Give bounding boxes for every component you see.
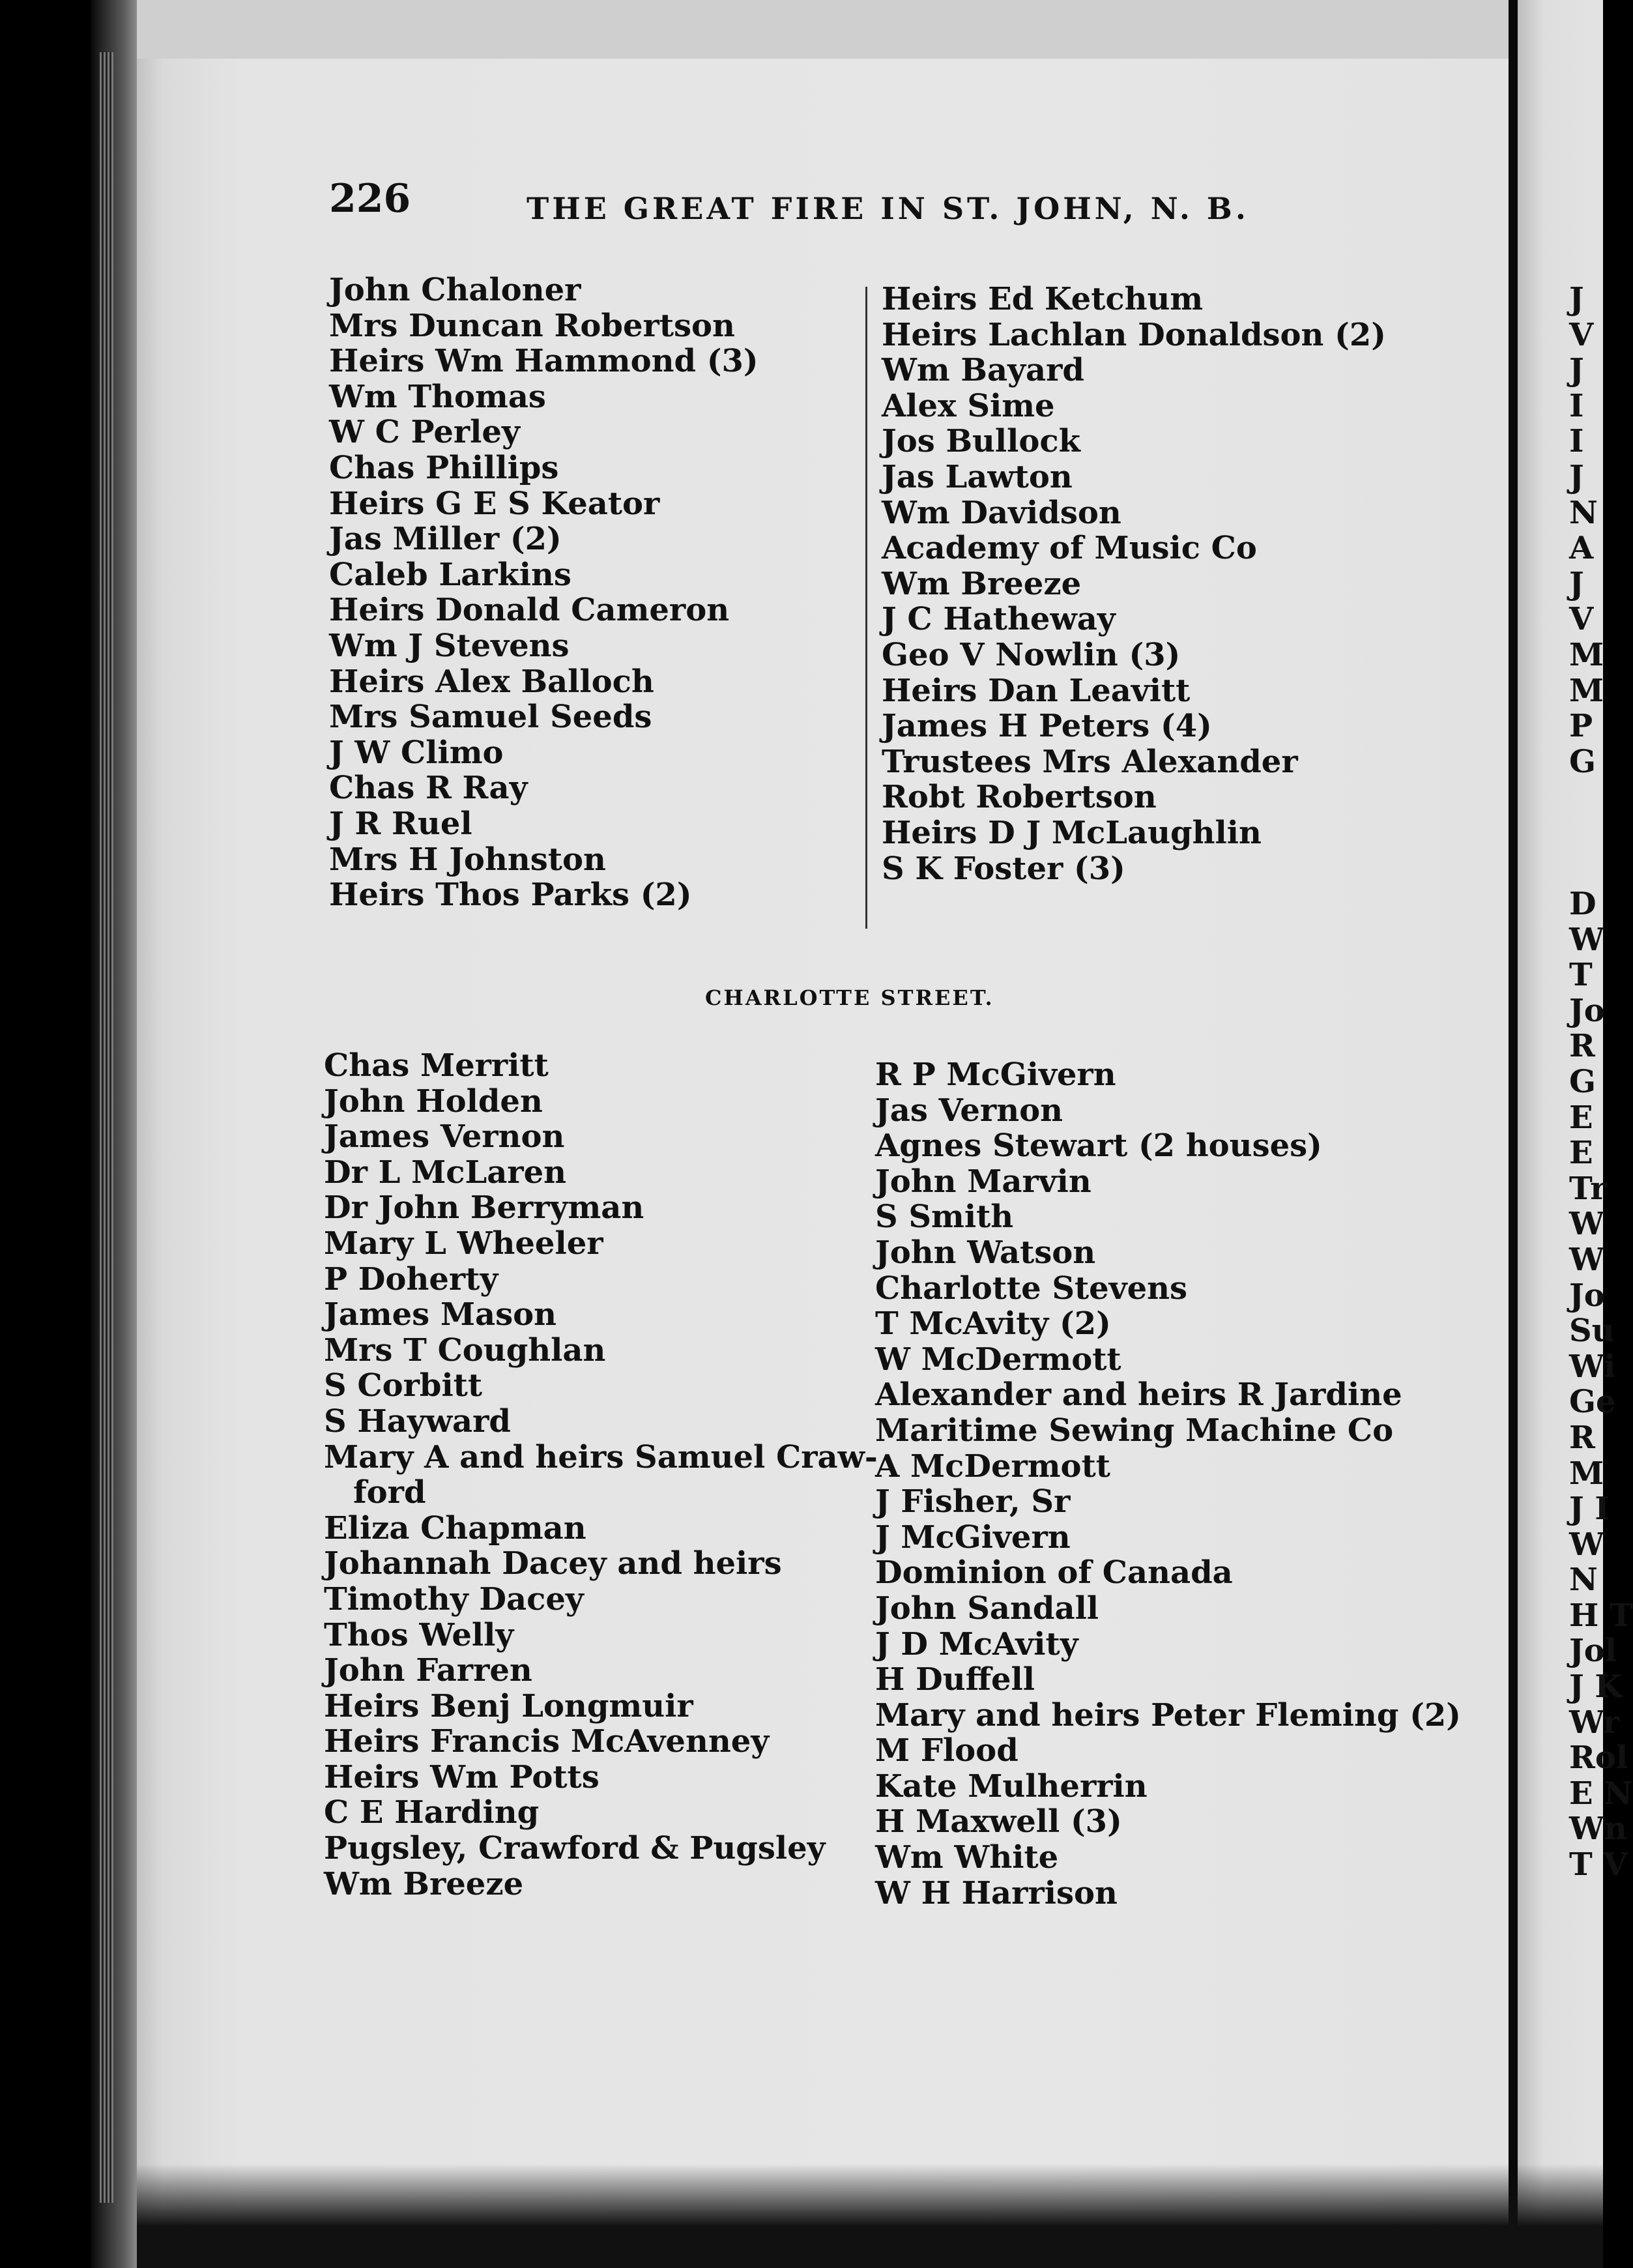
- owner-entry: A McDermott: [875, 1447, 1110, 1485]
- fragment-text: J: [1569, 565, 1584, 602]
- fragment-text: E: [1569, 1099, 1593, 1136]
- owner-entry: ford: [353, 1474, 426, 1511]
- owner-entry: W C Perley: [329, 414, 520, 451]
- column-rule: [865, 287, 867, 929]
- owner-entry: Jas Vernon: [875, 1092, 1063, 1129]
- fragment-text: G: [1569, 1063, 1596, 1100]
- owner-entry: J D McAvity: [875, 1625, 1078, 1663]
- owner-entry: Heirs Dan Leavitt: [882, 672, 1191, 709]
- fragment-text: Rol: [1569, 1739, 1628, 1777]
- owner-entry: Heirs Thos Parks (2): [329, 877, 692, 914]
- owner-entry: Jos Bullock: [882, 423, 1080, 460]
- owner-entry: John Holden: [324, 1083, 543, 1120]
- owner-entry: Trustees Mrs Alexander: [882, 743, 1298, 780]
- owner-entry: Wm Davidson: [882, 494, 1121, 531]
- owner-entry: Agnes Stewart (2 houses): [875, 1127, 1322, 1165]
- owner-entry: Chas Phillips: [329, 449, 559, 486]
- fragment-text: Wi: [1569, 1348, 1616, 1385]
- owner-entry: S Hayward: [324, 1403, 511, 1440]
- fragment-text: I: [1569, 387, 1584, 424]
- owner-entry: Heirs D J McLaughlin: [882, 814, 1262, 851]
- owner-entry: Heirs Benj Longmuir: [324, 1687, 693, 1724]
- fragment-text: W: [1569, 1206, 1604, 1243]
- bottom-shadow: [137, 2164, 1603, 2268]
- owner-entry: Timothy Dacey: [324, 1580, 584, 1618]
- fragment-text: W: [1569, 921, 1604, 958]
- owner-entry: Chas R Ray: [329, 770, 528, 807]
- fragment-text: G: [1569, 743, 1596, 780]
- owner-entry: Mrs Duncan Robertson: [329, 307, 735, 344]
- owner-entry: Charlotte Stevens: [875, 1270, 1188, 1307]
- owner-entry: Mrs T Coughlan: [324, 1331, 606, 1369]
- owner-entry: Mrs H Johnston: [329, 841, 606, 878]
- owner-entry: Wm Bayard: [882, 352, 1084, 389]
- owner-entry: Wm Breeze: [882, 565, 1082, 602]
- owner-entry: Alex Sime: [882, 387, 1055, 424]
- fragment-text: M: [1569, 1455, 1604, 1492]
- fragment-text: P: [1569, 708, 1593, 745]
- owner-entry: Heirs Alex Balloch: [329, 663, 654, 700]
- owner-entry: Mary A and heirs Samuel Craw-: [324, 1438, 878, 1476]
- owner-entry: Heirs Donald Cameron: [329, 592, 730, 629]
- owner-entry: John Sandall: [875, 1590, 1099, 1627]
- owner-entry: T McAvity (2): [875, 1305, 1111, 1343]
- owner-entry: Wm Thomas: [329, 378, 546, 415]
- owner-entry: John Farren: [324, 1652, 532, 1689]
- owner-list-left-charlotte: [324, 1048, 878, 1902]
- owner-entry: Pugsley, Crawford & Pugsley: [324, 1830, 826, 1867]
- page-top-band: [137, 0, 1509, 59]
- fragment-text: J: [1569, 281, 1584, 317]
- fragment-text: J: [1569, 458, 1584, 495]
- running-head: THE GREAT FIRE IN ST. JOHN, N. B.: [527, 191, 1249, 226]
- owner-entry: Mary and heirs Peter Fleming (2): [875, 1696, 1462, 1734]
- owner-entry: James Mason: [324, 1296, 557, 1333]
- fragment-text: R: [1569, 1028, 1595, 1065]
- owner-entry: J C Hatheway: [882, 601, 1116, 638]
- owner-entry: R P McGivern: [875, 1056, 1116, 1093]
- owner-entry: Wm Breeze: [324, 1865, 524, 1902]
- page-edges: [98, 52, 113, 2203]
- owner-entry: John Marvin: [875, 1163, 1091, 1200]
- owner-entry: Dr L McLaren: [324, 1154, 567, 1191]
- fragment-text: D: [1569, 886, 1597, 922]
- owner-entry: Chas Merritt: [324, 1047, 549, 1084]
- facing-page-fragments-upper: [1569, 282, 1604, 779]
- owner-entry: John Chaloner: [329, 272, 581, 308]
- owner-entry: H Maxwell (3): [875, 1803, 1122, 1840]
- fragment-text: Jo: [1569, 1277, 1605, 1314]
- owner-entry: J W Climo: [329, 734, 504, 771]
- owner-entry: S Corbitt: [324, 1367, 483, 1404]
- fragment-text: I: [1569, 423, 1584, 460]
- owner-entry: Academy of Music Co: [882, 530, 1257, 567]
- owner-entry: J Fisher, Sr: [875, 1483, 1071, 1520]
- owner-entry: James Vernon: [324, 1118, 565, 1156]
- owner-entry: H Duffell: [875, 1661, 1035, 1698]
- section-heading-charlotte-street: CHARLOTTE STREET.: [705, 985, 994, 1010]
- fragment-text: E N: [1569, 1775, 1633, 1812]
- fragment-text: R: [1569, 1419, 1595, 1456]
- owner-entry: James H Peters (4): [882, 708, 1212, 745]
- fragment-text: V: [1569, 316, 1594, 353]
- fragment-text: H T: [1569, 1597, 1633, 1634]
- owner-entry: W McDermott: [875, 1341, 1121, 1378]
- owner-entry: Eliza Chapman: [324, 1509, 586, 1547]
- owner-entry: Jas Miller (2): [329, 521, 562, 558]
- fragment-text: M: [1569, 636, 1604, 673]
- owner-entry: Dr John Berryman: [324, 1189, 644, 1227]
- owner-entry: S K Foster (3): [882, 850, 1125, 887]
- owner-list-right-charlotte: [875, 1057, 1461, 1911]
- fragment-text: M: [1569, 672, 1604, 709]
- fragment-text: N: [1569, 494, 1598, 531]
- owner-entry: C E Harding: [324, 1794, 540, 1831]
- fragment-text: T V: [1569, 1846, 1628, 1883]
- fragment-text: J K: [1569, 1668, 1623, 1706]
- fragment-text: W: [1569, 1526, 1604, 1563]
- owner-entry: Caleb Larkins: [329, 556, 571, 593]
- fragment-text: Ge: [1569, 1384, 1616, 1421]
- fragment-text: Su: [1569, 1313, 1615, 1350]
- fragment-text: N: [1569, 1562, 1598, 1599]
- fragment-text: W: [1569, 1241, 1604, 1278]
- owner-entry: Jas Lawton: [882, 458, 1073, 495]
- fragment-text: V: [1569, 601, 1594, 638]
- owner-entry: Heirs G E S Keator: [329, 485, 660, 522]
- fragment-text: Jol: [1569, 1633, 1617, 1670]
- owner-entry: Kate Mulherrin: [875, 1767, 1148, 1805]
- owner-entry: M Flood: [875, 1732, 1019, 1769]
- owner-entry: J R Ruel: [329, 805, 472, 842]
- fragment-text: Wr: [1569, 1704, 1620, 1741]
- owner-list-left-upper: [329, 272, 759, 913]
- owner-entry: S Smith: [875, 1199, 1014, 1236]
- owner-entry: Heirs Wm Hammond (3): [329, 343, 759, 380]
- owner-entry: Maritime Sewing Machine Co: [875, 1412, 1394, 1449]
- fragment-text: Tr: [1569, 1170, 1607, 1207]
- owner-entry: Wm White: [875, 1839, 1059, 1876]
- owner-entry: Mrs Samuel Seeds: [329, 699, 652, 736]
- owner-entry: Heirs Wm Potts: [324, 1758, 600, 1796]
- owner-list-right-upper: [882, 282, 1386, 886]
- fragment-text: J I: [1569, 1490, 1610, 1528]
- gutter: [1509, 0, 1518, 2268]
- fragment-text: T: [1569, 957, 1593, 994]
- owner-entry: Geo V Nowlin (3): [882, 636, 1181, 673]
- owner-entry: Robt Robertson: [882, 779, 1157, 816]
- owner-entry: J McGivern: [875, 1519, 1071, 1556]
- facing-page-fragments-lower: [1569, 886, 1633, 1883]
- owner-entry: Heirs Lachlan Donaldson (2): [882, 316, 1386, 353]
- owner-entry: Heirs Ed Ketchum: [882, 281, 1204, 317]
- fragment-text: Wn: [1569, 1810, 1627, 1848]
- owner-entry: W H Harrison: [875, 1874, 1118, 1912]
- fragment-text: Jo: [1569, 992, 1605, 1029]
- owner-entry: Alexander and heirs R Jardine: [875, 1376, 1402, 1414]
- owner-entry: Thos Welly: [324, 1616, 514, 1653]
- fragment-text: J: [1569, 352, 1584, 389]
- page-number: 226: [329, 176, 411, 222]
- owner-entry: Dominion of Canada: [875, 1554, 1233, 1592]
- owner-entry: Wm J Stevens: [329, 627, 570, 664]
- owner-entry: Johannah Dacey and heirs: [324, 1545, 782, 1582]
- owner-entry: Heirs Francis McAvenney: [324, 1723, 770, 1760]
- owner-entry: Mary L Wheeler: [324, 1225, 603, 1262]
- fragment-text: A: [1569, 530, 1594, 567]
- owner-entry: John Watson: [875, 1234, 1096, 1271]
- fragment-text: E: [1569, 1135, 1593, 1172]
- owner-entry: P Doherty: [324, 1260, 499, 1298]
